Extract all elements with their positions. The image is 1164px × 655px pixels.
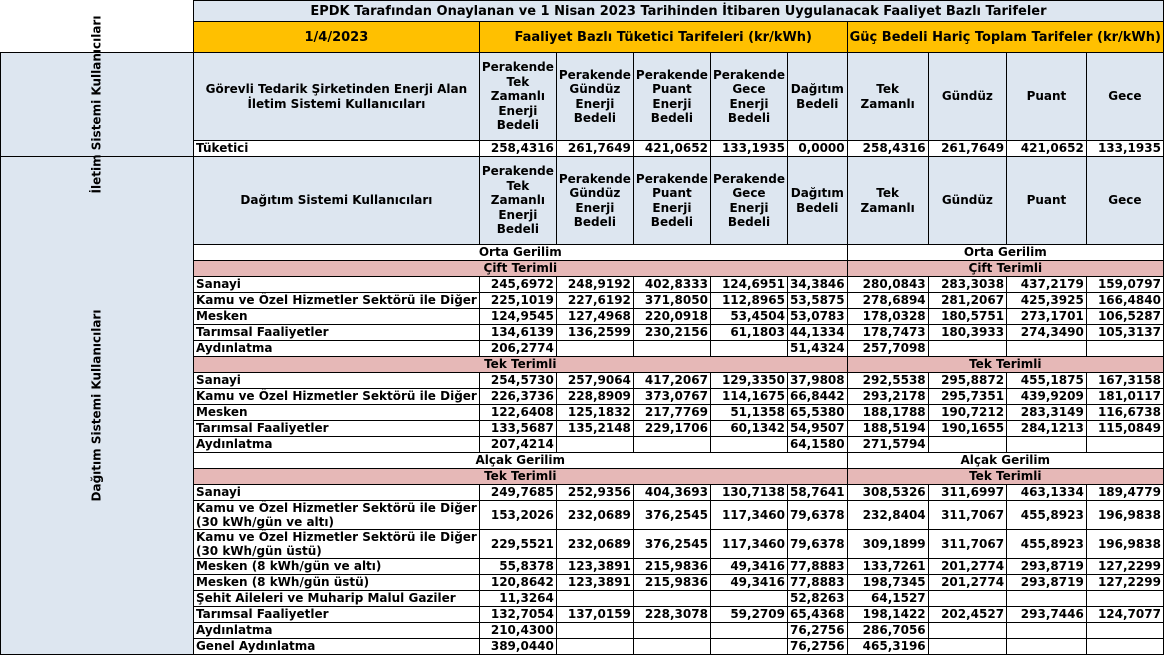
value-cell: 249,7685 — [479, 485, 556, 501]
value-cell — [928, 639, 1006, 655]
value-cell: 51,1358 — [710, 405, 787, 421]
value-cell: 271,5794 — [847, 437, 928, 453]
value-cell: 58,7641 — [787, 485, 847, 501]
value-cell: 293,7446 — [1007, 607, 1087, 623]
value-cell: 114,1675 — [710, 389, 787, 405]
row-label: Şehit Aileleri ve Muharip Malul Gaziler — [193, 591, 479, 607]
value-cell: 455,1875 — [1007, 373, 1087, 389]
value-cell: 180,5751 — [928, 309, 1006, 325]
sub-header-cift-terimli: Çift Terimli — [847, 261, 1163, 277]
row-label: Mesken (8 kWh/gün ve altı) — [193, 559, 479, 575]
value-cell: 292,5538 — [847, 373, 928, 389]
row-label: Kamu ve Özel Hizmetler Sektörü ile Diğer — [193, 389, 479, 405]
value-cell: 202,4527 — [928, 607, 1006, 623]
value-cell: 11,3264 — [479, 591, 556, 607]
value-cell — [633, 591, 710, 607]
row-label: Mesken — [193, 405, 479, 421]
value-cell: 64,1527 — [847, 591, 928, 607]
value-cell: 0,0000 — [787, 141, 847, 157]
value-cell: 465,3196 — [847, 639, 928, 655]
value-cell — [710, 341, 787, 357]
row-label: Kamu ve Özel Hizmetler Sektörü ile Diğer — [193, 293, 479, 309]
value-cell: 60,1342 — [710, 421, 787, 437]
value-cell: 281,2067 — [928, 293, 1006, 309]
value-cell — [710, 437, 787, 453]
value-cell: 311,7067 — [928, 501, 1006, 530]
value-cell: 206,2774 — [479, 341, 556, 357]
value-cell: 64,1580 — [787, 437, 847, 453]
value-cell: 232,8404 — [847, 501, 928, 530]
value-cell: 437,2179 — [1007, 277, 1087, 293]
value-cell: 123,3891 — [556, 575, 633, 591]
row-label: Kamu ve Özel Hizmetler Sektörü ile Diğer (30 kWh/gün ve altı) — [193, 501, 479, 530]
value-cell: 198,7345 — [847, 575, 928, 591]
value-cell — [928, 341, 1006, 357]
value-cell: 417,2067 — [633, 373, 710, 389]
group-header-orta-gerilim: Orta Gerilim — [193, 245, 847, 261]
value-cell: 228,3078 — [633, 607, 710, 623]
value-cell: 55,8378 — [479, 559, 556, 575]
value-cell: 196,9838 — [1086, 501, 1163, 530]
value-cell — [1086, 437, 1163, 453]
value-cell: 136,2599 — [556, 325, 633, 341]
row-label: Kamu ve Özel Hizmetler Sektörü ile Diğer (30 kWh/gün üstü) — [193, 530, 479, 559]
value-cell: 115,0849 — [1086, 421, 1163, 437]
value-cell: 79,6378 — [787, 501, 847, 530]
value-cell: 49,3416 — [710, 559, 787, 575]
value-cell: 308,5326 — [847, 485, 928, 501]
value-cell: 283,3038 — [928, 277, 1006, 293]
value-cell: 217,7769 — [633, 405, 710, 421]
value-cell: 159,0797 — [1086, 277, 1163, 293]
column-header-puant: Puant — [1007, 53, 1087, 141]
value-cell: 201,2774 — [928, 575, 1006, 591]
column-header-puant: Puant — [1007, 157, 1087, 245]
value-cell: 190,7212 — [928, 405, 1006, 421]
column-header-perakende-gunduz-enerji-bedeli: Perakende Gündüz Enerji Bedeli — [556, 53, 633, 141]
side-label-text: İletim Sistemi Kullanıcıları — [89, 15, 104, 194]
sub-header-tek-terimli: Tek Terimli — [193, 357, 847, 373]
value-cell: 51,4324 — [787, 341, 847, 357]
column-header-perakende-tek-zamanli-enerji-bedeli: Perakende Tek Zamanlı Enerji Bedeli — [479, 157, 556, 245]
value-cell: 225,1019 — [479, 293, 556, 309]
value-cell: 133,1935 — [1086, 141, 1163, 157]
value-cell: 137,0159 — [556, 607, 633, 623]
value-cell — [1007, 623, 1087, 639]
value-cell: 134,6139 — [479, 325, 556, 341]
value-cell: 65,5380 — [787, 405, 847, 421]
value-cell: 311,6997 — [928, 485, 1006, 501]
column-header-gunduz: Gündüz — [928, 157, 1006, 245]
value-cell: 181,0117 — [1086, 389, 1163, 405]
side-label-i-letim-sistemi-kullanicilari — [1, 15, 194, 194]
value-cell: 295,8872 — [928, 373, 1006, 389]
value-cell: 311,7067 — [928, 530, 1006, 559]
row-label: Aydınlatma — [193, 623, 479, 639]
value-cell: 229,5521 — [479, 530, 556, 559]
value-cell: 257,7098 — [847, 341, 928, 357]
value-cell: 178,0328 — [847, 309, 928, 325]
sub-header-tek-terimli: Tek Terimli — [847, 469, 1163, 485]
row-label: Mesken — [193, 309, 479, 325]
value-cell: 106,5287 — [1086, 309, 1163, 325]
row-label: Tarımsal Faaliyetler — [193, 607, 479, 623]
value-cell: 455,8923 — [1007, 501, 1087, 530]
section-header-label: Dağıtım Sistemi Kullanıcıları — [193, 157, 479, 245]
value-cell: 132,7054 — [479, 607, 556, 623]
group-header-alcak-gerilim: Alçak Gerilim — [847, 453, 1163, 469]
value-cell: 286,7056 — [847, 623, 928, 639]
sub-header-tek-terimli: Tek Terimli — [847, 357, 1163, 373]
sub-header-tek-terimli: Tek Terimli — [193, 469, 847, 485]
value-cell — [1086, 623, 1163, 639]
column-header-perakende-gunduz-enerji-bedeli: Perakende Gündüz Enerji Bedeli — [556, 157, 633, 245]
value-cell: 376,2545 — [633, 530, 710, 559]
value-cell: 228,8909 — [556, 389, 633, 405]
value-cell: 210,4300 — [479, 623, 556, 639]
column-header-tek-zamanli: Tek Zamanlı — [847, 157, 928, 245]
row-label: Aydınlatma — [193, 341, 479, 357]
value-cell: 77,8883 — [787, 559, 847, 575]
column-header-dagitim-bedeli: Dağıtım Bedeli — [787, 157, 847, 245]
value-cell: 261,7649 — [556, 141, 633, 157]
row-label: Sanayi — [193, 277, 479, 293]
value-cell — [556, 341, 633, 357]
value-cell — [1086, 591, 1163, 607]
row-label: Aydınlatma — [193, 437, 479, 453]
row-label: Genel Aydınlatma — [193, 639, 479, 655]
value-cell: 178,7473 — [847, 325, 928, 341]
value-cell — [633, 639, 710, 655]
value-cell: 229,1706 — [633, 421, 710, 437]
value-cell: 373,0767 — [633, 389, 710, 405]
value-cell: 79,6378 — [787, 530, 847, 559]
value-cell: 258,4316 — [479, 141, 556, 157]
value-cell: 123,3891 — [556, 559, 633, 575]
value-cell — [1007, 341, 1087, 357]
value-cell: 49,3416 — [710, 575, 787, 591]
value-cell: 293,8719 — [1007, 575, 1087, 591]
value-cell: 127,4968 — [556, 309, 633, 325]
value-cell: 371,8050 — [633, 293, 710, 309]
value-cell: 133,5687 — [479, 421, 556, 437]
value-cell: 34,3846 — [787, 277, 847, 293]
value-cell — [556, 437, 633, 453]
value-cell: 188,1788 — [847, 405, 928, 421]
value-cell: 455,8923 — [1007, 530, 1087, 559]
value-cell: 278,6894 — [847, 293, 928, 309]
value-cell: 376,2545 — [633, 501, 710, 530]
value-cell: 257,9064 — [556, 373, 633, 389]
value-cell: 274,3490 — [1007, 325, 1087, 341]
sheet-title: EPDK Tarafından Onaylanan ve 1 Nisan 2023 Tarihinden İtibaren Uygulanacak Faaliyet Bazlı Tarifeler — [193, 1, 1163, 22]
value-cell: 127,2299 — [1086, 575, 1163, 591]
value-cell: 124,9545 — [479, 309, 556, 325]
value-cell: 201,2774 — [928, 559, 1006, 575]
row-label: Tarımsal Faaliyetler — [193, 421, 479, 437]
value-cell — [1007, 591, 1087, 607]
value-cell: 232,0689 — [556, 501, 633, 530]
value-cell — [1007, 437, 1087, 453]
value-cell — [633, 437, 710, 453]
value-cell: 232,0689 — [556, 530, 633, 559]
value-cell — [710, 623, 787, 639]
value-cell: 196,9838 — [1086, 530, 1163, 559]
value-cell: 245,6972 — [479, 277, 556, 293]
value-cell: 215,9836 — [633, 559, 710, 575]
value-cell: 122,6408 — [479, 405, 556, 421]
value-cell: 207,4214 — [479, 437, 556, 453]
date-header: 1/4/2023 — [193, 22, 479, 53]
value-cell: 77,8883 — [787, 575, 847, 591]
value-cell: 248,9192 — [556, 277, 633, 293]
value-cell — [710, 639, 787, 655]
value-cell: 53,5875 — [787, 293, 847, 309]
value-cell: 125,1832 — [556, 405, 633, 421]
value-cell: 167,3158 — [1086, 373, 1163, 389]
column-header-gunduz: Gündüz — [928, 53, 1006, 141]
value-cell: 402,8333 — [633, 277, 710, 293]
value-cell: 190,1655 — [928, 421, 1006, 437]
value-cell: 112,8965 — [710, 293, 787, 309]
value-cell: 389,0440 — [479, 639, 556, 655]
value-cell: 135,2148 — [556, 421, 633, 437]
group-header-alcak-gerilim: Alçak Gerilim — [193, 453, 847, 469]
value-cell: 215,9836 — [633, 575, 710, 591]
value-cell: 117,3460 — [710, 501, 787, 530]
value-cell: 133,1935 — [710, 141, 787, 157]
column-header-gece: Gece — [1086, 157, 1163, 245]
section-header-label: Görevli Tedarik Şirketinden Enerji Alan İletim Sistemi Kullanıcıları — [193, 53, 479, 141]
value-cell: 293,2178 — [847, 389, 928, 405]
value-cell: 280,0843 — [847, 277, 928, 293]
value-cell: 258,4316 — [847, 141, 928, 157]
value-cell: 421,0652 — [633, 141, 710, 157]
value-cell: 261,7649 — [928, 141, 1006, 157]
value-cell: 76,2756 — [787, 639, 847, 655]
value-cell: 124,6951 — [710, 277, 787, 293]
value-cell: 226,3736 — [479, 389, 556, 405]
consumer-tariffs-header: Faaliyet Bazlı Tüketici Tarifeleri (kr/kWh) — [479, 22, 847, 53]
value-cell — [1086, 639, 1163, 655]
value-cell: 230,2156 — [633, 325, 710, 341]
value-cell: 133,7261 — [847, 559, 928, 575]
value-cell: 227,6192 — [556, 293, 633, 309]
value-cell: 116,6738 — [1086, 405, 1163, 421]
value-cell: 180,3933 — [928, 325, 1006, 341]
value-cell: 421,0652 — [1007, 141, 1087, 157]
value-cell: 52,8263 — [787, 591, 847, 607]
value-cell: 54,9507 — [787, 421, 847, 437]
value-cell: 53,4504 — [710, 309, 787, 325]
value-cell: 404,3693 — [633, 485, 710, 501]
value-cell: 117,3460 — [710, 530, 787, 559]
row-label: Tüketici — [193, 141, 479, 157]
value-cell: 127,2299 — [1086, 559, 1163, 575]
value-cell: 61,1803 — [710, 325, 787, 341]
total-tariffs-header: Güç Bedeli Hariç Toplam Tarifeler (kr/kWh) — [847, 22, 1163, 53]
column-header-tek-zamanli: Tek Zamanlı — [847, 53, 928, 141]
value-cell: 425,3925 — [1007, 293, 1087, 309]
value-cell: 439,9209 — [1007, 389, 1087, 405]
row-label: Sanayi — [193, 485, 479, 501]
row-label: Tarımsal Faaliyetler — [193, 325, 479, 341]
value-cell — [633, 623, 710, 639]
value-cell: 463,1334 — [1007, 485, 1087, 501]
value-cell — [556, 623, 633, 639]
side-label-dagitim-sistemi-kullanicilari — [1, 157, 194, 655]
side-label-text: Dağıtım Sistemi Kullanıcıları — [89, 309, 104, 502]
value-cell — [928, 591, 1006, 607]
column-header-gece: Gece — [1086, 53, 1163, 141]
value-cell — [556, 591, 633, 607]
row-label: Mesken (8 kWh/gün üstü) — [193, 575, 479, 591]
value-cell: 59,2709 — [710, 607, 787, 623]
value-cell: 44,1334 — [787, 325, 847, 341]
value-cell: 295,7351 — [928, 389, 1006, 405]
value-cell: 53,0783 — [787, 309, 847, 325]
column-header-perakende-gece-enerji-bedeli: Perakende Gece Enerji Bedeli — [710, 157, 787, 245]
group-header-orta-gerilim: Orta Gerilim — [847, 245, 1163, 261]
value-cell: 220,0918 — [633, 309, 710, 325]
value-cell: 254,5730 — [479, 373, 556, 389]
value-cell: 273,1701 — [1007, 309, 1087, 325]
value-cell: 198,1422 — [847, 607, 928, 623]
value-cell: 105,3137 — [1086, 325, 1163, 341]
value-cell — [1086, 341, 1163, 357]
column-header-perakende-puant-enerji-bedeli: Perakende Puant Enerji Bedeli — [633, 53, 710, 141]
value-cell: 188,5194 — [847, 421, 928, 437]
value-cell — [633, 341, 710, 357]
value-cell — [928, 623, 1006, 639]
value-cell: 124,7077 — [1086, 607, 1163, 623]
value-cell — [928, 437, 1006, 453]
value-cell: 166,4840 — [1086, 293, 1163, 309]
row-label: Sanayi — [193, 373, 479, 389]
value-cell: 65,4368 — [787, 607, 847, 623]
value-cell: 37,9808 — [787, 373, 847, 389]
value-cell — [556, 639, 633, 655]
value-cell: 283,3149 — [1007, 405, 1087, 421]
sub-header-cift-terimli: Çift Terimli — [193, 261, 847, 277]
value-cell: 153,2026 — [479, 501, 556, 530]
value-cell: 76,2756 — [787, 623, 847, 639]
column-header-dagitim-bedeli: Dağıtım Bedeli — [787, 53, 847, 141]
value-cell: 130,7138 — [710, 485, 787, 501]
value-cell: 252,9356 — [556, 485, 633, 501]
value-cell: 284,1213 — [1007, 421, 1087, 437]
value-cell: 120,8642 — [479, 575, 556, 591]
value-cell: 293,8719 — [1007, 559, 1087, 575]
column-header-perakende-tek-zamanli-enerji-bedeli: Perakende Tek Zamanlı Enerji Bedeli — [479, 53, 556, 141]
value-cell — [1007, 639, 1087, 655]
column-header-perakende-puant-enerji-bedeli: Perakende Puant Enerji Bedeli — [633, 157, 710, 245]
value-cell: 66,8442 — [787, 389, 847, 405]
value-cell — [710, 591, 787, 607]
value-cell: 189,4779 — [1086, 485, 1163, 501]
value-cell: 309,1899 — [847, 530, 928, 559]
value-cell: 129,3350 — [710, 373, 787, 389]
column-header-perakende-gece-enerji-bedeli: Perakende Gece Enerji Bedeli — [710, 53, 787, 141]
